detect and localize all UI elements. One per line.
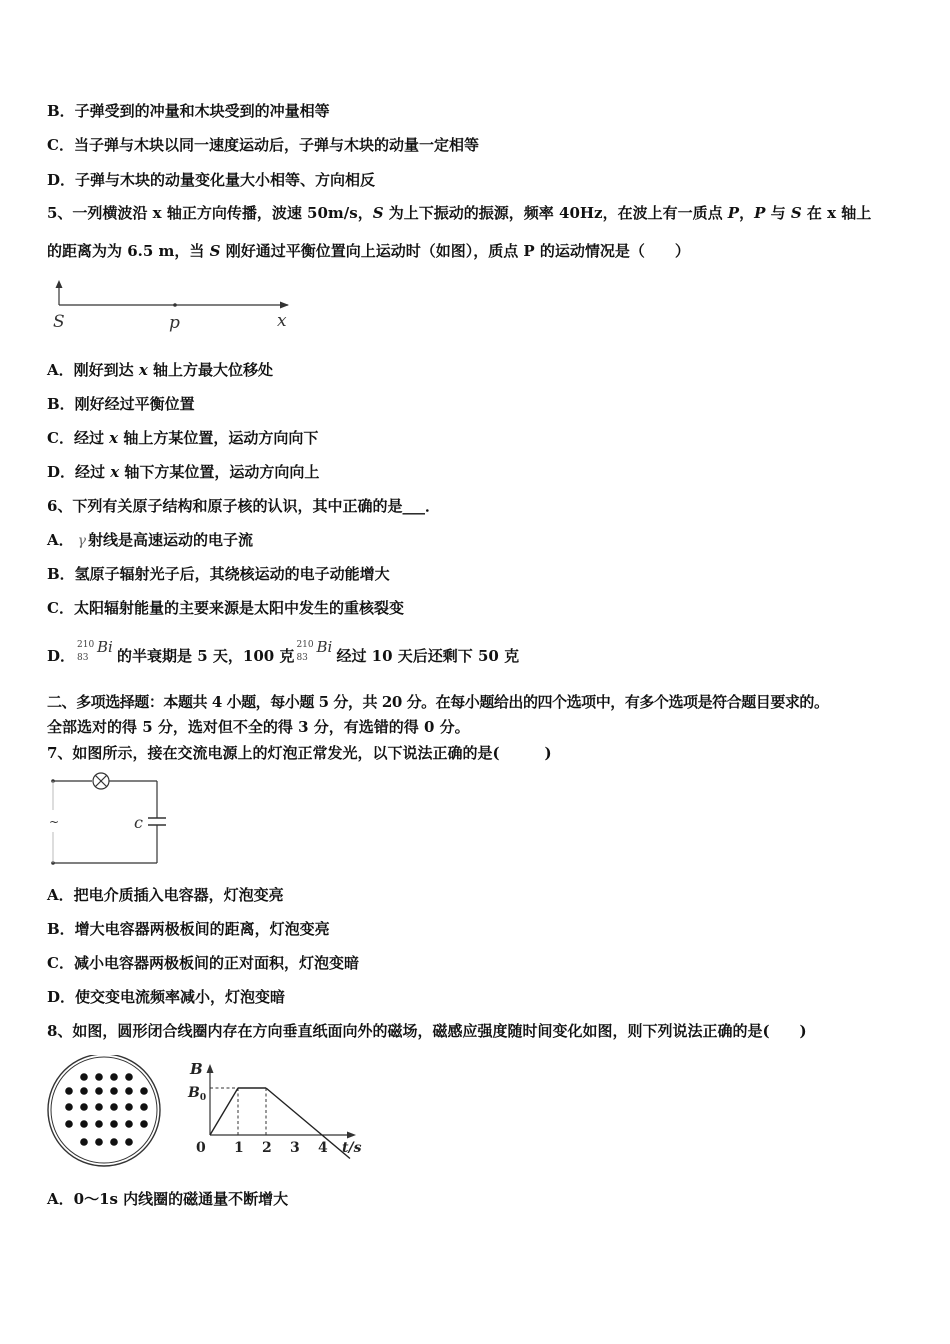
tick-label-2: 2 (262, 1140, 272, 1156)
bismuth-nuclide: 210 83 Bi (296, 638, 333, 663)
q5-option-c: C．经过 x 轴上方某位置，运动方向向下 (47, 429, 319, 447)
b-axis-label: B (190, 1060, 203, 1078)
field-dot (80, 1073, 88, 1081)
point-p-dot (173, 303, 177, 307)
field-dot (125, 1073, 133, 1081)
bismuth-nuclide: 210 83 Bi (77, 638, 113, 663)
field-dot (80, 1103, 88, 1111)
q5-option-b: B．刚好经过平衡位置 (47, 395, 195, 413)
up-arrow-icon (56, 280, 63, 288)
label-s: S (53, 312, 65, 332)
q7-option-c: C．减小电容器两极板间的正对面积，灯泡变暗 (47, 954, 359, 972)
b0-label: $B_0$ (188, 1085, 207, 1103)
q4-option-b: B．子弹受到的冲量和木块受到的冲量相等 (47, 102, 330, 120)
q7-option-d: D．使交变电流频率减小，灯泡变暗 (47, 988, 286, 1006)
t-axis-ticks (234, 1140, 328, 1156)
field-dot (110, 1138, 118, 1146)
q7-option-b: B．增大电容器两极板间的距离，灯泡变亮 (47, 920, 330, 938)
field-dot (65, 1103, 73, 1111)
t-axis-label: t/s (342, 1140, 362, 1156)
field-dot (80, 1087, 88, 1095)
q5-option-a: A．刚好到达 x 轴上方最大位移处 (47, 361, 274, 379)
field-dot (95, 1138, 103, 1146)
label-x: x (277, 311, 287, 331)
b-t-series-line (210, 1088, 350, 1159)
q6-option-c: C．太阳辐射能量的主要来源是太阳中发生的重核裂变 (47, 599, 404, 617)
q6-stem: 6、下列有关原子结构和原子核的认识，其中正确的是___． (47, 497, 440, 515)
field-dot (80, 1120, 88, 1128)
field-dot (110, 1073, 118, 1081)
field-dot (110, 1120, 118, 1128)
q7-circuit-figure (44, 770, 169, 870)
q8-b-t-graph (186, 1055, 371, 1165)
field-dot (140, 1087, 148, 1095)
field-dot (140, 1120, 148, 1128)
q5-wave-figure (46, 276, 306, 336)
field-dot (65, 1087, 73, 1095)
field-dot (125, 1087, 133, 1095)
label-p: p (169, 313, 180, 333)
q8-coil-figure (45, 1055, 165, 1167)
field-dot (125, 1103, 133, 1111)
field-dot (80, 1138, 88, 1146)
field-dot (95, 1073, 103, 1081)
magnetic-field-dots (65, 1073, 148, 1146)
b-t-segment (210, 1088, 238, 1135)
tick-label-3: 3 (290, 1140, 300, 1156)
field-dot (125, 1120, 133, 1128)
field-dot (95, 1103, 103, 1111)
capacitor-label: c (134, 813, 143, 832)
q7-stem: 7、如图所示，接在交流电源上的灯泡正常发光，以下说法正确的是( ) (47, 744, 552, 762)
field-dot (95, 1120, 103, 1128)
field-dot (110, 1087, 118, 1095)
tick-label-4: 4 (318, 1140, 328, 1156)
q8-option-a: A．0～1s 内线圈的磁通量不断增大 (47, 1190, 289, 1208)
q5-stem-line-1: 5、一列横波沿 x 轴正方向传播，波速 50m/s，S 为上下振动的振源，频率 40Hz，在波上有一质点 P，P 与 S 在 x 轴上 (47, 204, 872, 222)
field-dot (110, 1103, 118, 1111)
q6-option-d: D． 210 83 Bi 的半衰期是 5 天，100 克 210 83 Bi 经过 10 天后还剩下 50 克 (47, 638, 520, 665)
q4-option-d: D．子弹与木块的动量变化量大小相等、方向相反 (47, 171, 376, 189)
q5-option-d: D．经过 x 轴下方某位置，运动方向向上 (47, 463, 320, 481)
gamma-symbol: γ (77, 533, 87, 549)
q6-option-b: B．氢原子辐射光子后，其绕核运动的电子动能增大 (47, 565, 390, 583)
field-dot (95, 1087, 103, 1095)
field-dot (140, 1103, 148, 1111)
field-dot (125, 1138, 133, 1146)
ac-source-icon: ~ (49, 815, 60, 829)
b-axis-arrow-icon (207, 1064, 214, 1073)
field-dot (65, 1120, 73, 1128)
q7-option-a: A．把电介质插入电容器，灯泡变亮 (47, 886, 284, 904)
x-axis-arrow-icon (280, 302, 289, 309)
section-2-instructions-line-1: 二、多项选择题：本题共 4 小题，每小题 5 分，共 20 分。在每小题给出的四个选项中，有多个选项是符合题目要求的。 (47, 693, 829, 711)
section-2-instructions-line-2: 全部选对的得 5 分，选对但不全的得 3 分，有选错的得 0 分。 (47, 718, 470, 736)
origin-label: 0 (196, 1140, 206, 1156)
t-axis-arrow-icon (347, 1132, 356, 1139)
q8-stem: 8、如图，圆形闭合线圈内存在方向垂直纸面向外的磁场，磁感应强度随时间变化如图，则下列说法正确的是( ) (47, 1022, 807, 1040)
q6-option-a: A． γ 射线是高速运动的电子流 (47, 531, 254, 549)
tick-label-1: 1 (234, 1140, 244, 1156)
q5-stem-line-2: 的距离为为 6.5 m，当 S 刚好通过平衡位置向上运动时（如图），质点 P 的运动情况是（ ） (47, 242, 690, 260)
q4-option-c: C．当子弹与木块以同一速度运动后，子弹与木块的动量一定相等 (47, 136, 479, 154)
b-t-segment (266, 1088, 322, 1135)
